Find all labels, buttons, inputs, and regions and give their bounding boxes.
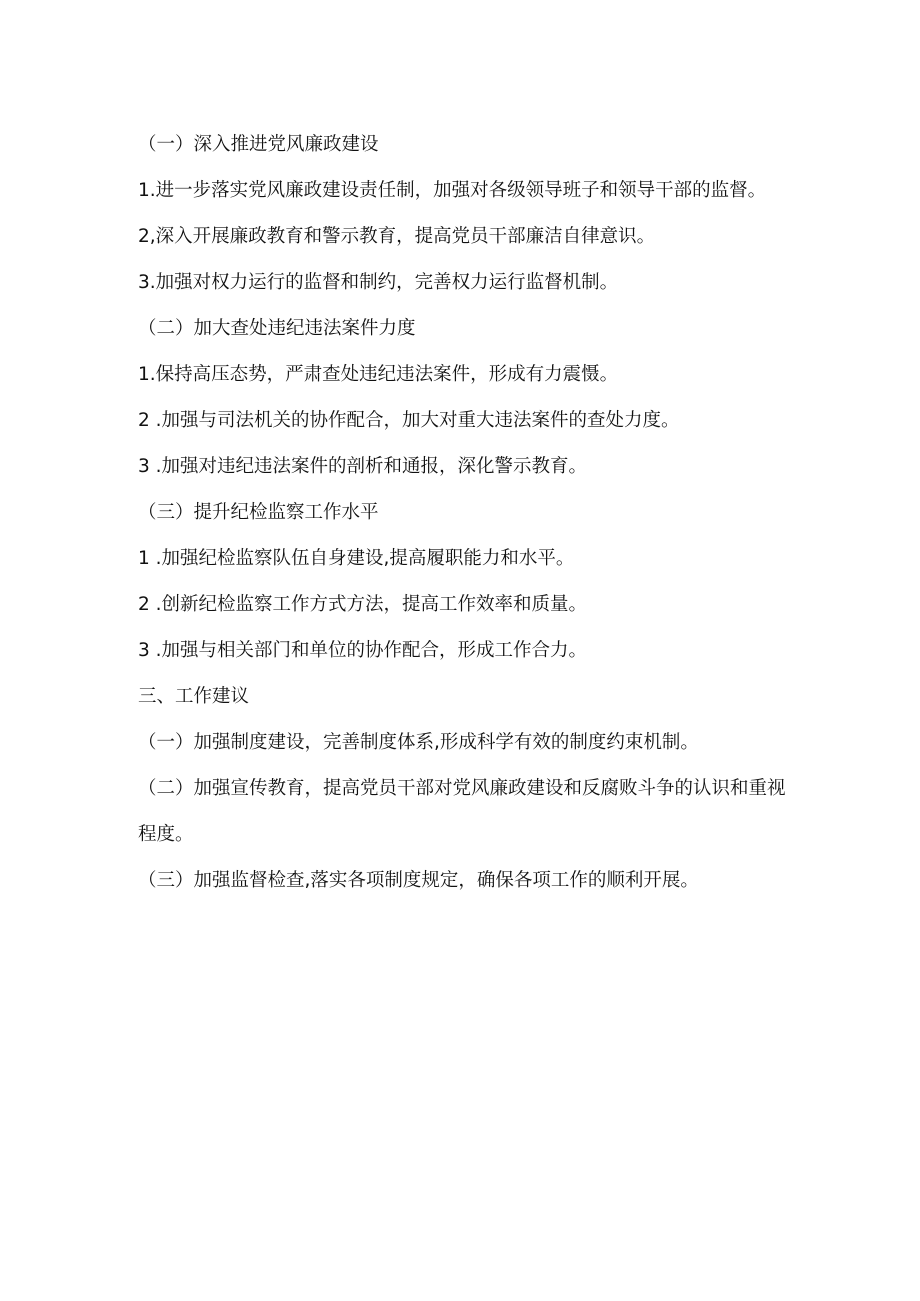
list-item-2-1: 1.保持高压态势，严肃查处违纪违法案件，形成有力震慑。 [138, 364, 619, 385]
document-body [138, 122, 788, 904]
suggestion-1: （一）加强制度建设，完善制度体系,形成科学有效的制度约束机制。 [138, 732, 699, 753]
list-item-2-2: 2 .加强与司法机关的协作配合，加大对重大违法案件的查处力度。 [138, 410, 680, 431]
subsection-heading-2: （二）加大查处违纪违法案件力度 [138, 318, 416, 339]
list-item-2-3: 3 .加强对违纪违法案件的剖析和通报，深化警示教育。 [138, 456, 588, 477]
subsection-heading-3: （三）提升纪检监察工作水平 [138, 502, 379, 523]
list-item-3-2: 2 .创新纪检监察工作方式方法，提高工作效率和质量。 [138, 594, 588, 615]
subsection-heading-1: （一）深入推进党风廉政建设 [138, 134, 379, 155]
list-item-3-1: 1 .加强纪检监察队伍自身建设,提高履职能力和水平。 [138, 548, 575, 569]
list-item-1-3: 3.加强对权力运行的监督和制约，完善权力运行监督机制。 [138, 272, 619, 293]
suggestion-2: （二）加强宣传教育，提高党员干部对党风廉政建设和反腐败斗争的认识和重视程度。 [138, 778, 786, 845]
suggestion-3: （三）加强监督检查,落实各项制度规定，确保各项工作的顺利开展。 [138, 870, 699, 891]
section-heading-3: 三、工作建议 [138, 686, 250, 707]
list-item-1-1: 1.进一步落实党风廉政建设责任制，加强对各级领导班子和领导干部的监督。 [138, 180, 767, 201]
list-item-3-3: 3 .加强与相关部门和单位的协作配合，形成工作合力。 [138, 640, 588, 661]
list-item-1-2: 2,深入开展廉政教育和警示教育，提高党员干部廉洁自律意识。 [138, 226, 656, 247]
